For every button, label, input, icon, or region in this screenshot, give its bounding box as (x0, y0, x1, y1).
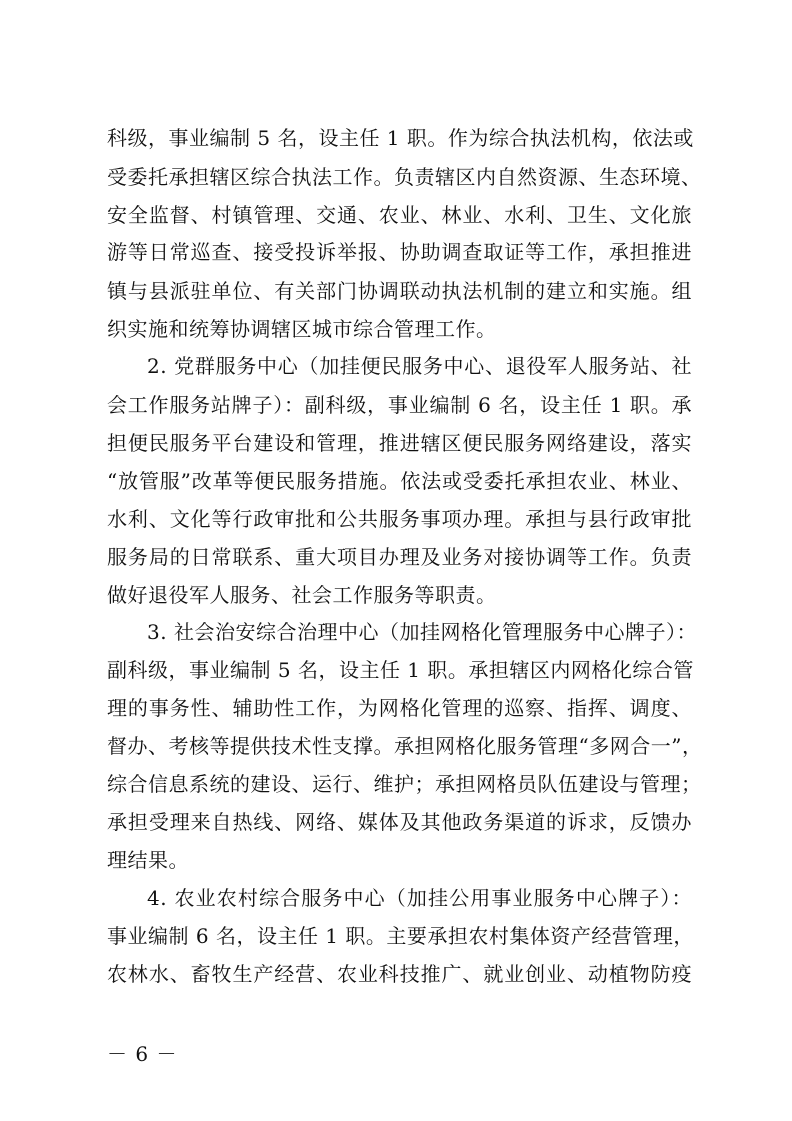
page-number: － 6 － (107, 1042, 178, 1066)
text-line: 科级，事业编制 5 名，设主任 1 职。作为综合执法机构，依法或 (107, 126, 694, 150)
text-line: 织实施和统筹协调辖区城市综合管理工作。 (107, 317, 497, 341)
text-line: 督办、考核等提供技术性支撑。承担网格化服务管理“多网合一”， (107, 734, 703, 758)
text-line: 理的事务性、辅助性工作，为网格化管理的巡察、指挥、调度、 (107, 696, 692, 720)
section-heading-line: 2. 党群服务中心（加挂便民服务中心、退役军人服务站、社 (147, 354, 692, 378)
section-heading-line: 3. 社会治安综合治理中心（加挂网格化管理服务中心牌子）： (147, 620, 697, 644)
text-line: 游等日常巡查、接受投诉举报、协助调查取证等工作，承担推进 (107, 240, 692, 264)
text-line: 综合信息系统的建设、运行、维护；承担网格员队伍建设与管理； (107, 772, 702, 796)
text-line: 安全监督、村镇管理、交通、农业、林业、水利、卫生、文化旅 (107, 203, 692, 227)
text-line: 承担受理来自热线、网络、媒体及其他政务渠道的诉求，反馈办 (107, 810, 692, 834)
text-line: 水利、文化等行政审批和公共服务事项办理。承担与县行政审批 (107, 507, 692, 531)
text-line: 服务局的日常联系、重大项目办理及业务对接协调等工作。负责 (107, 545, 692, 569)
text-line: 副科级，事业编制 5 名，设主任 1 职。承担辖区内网格化综合管 (107, 658, 694, 682)
text-line: 担便民服务平台建设和管理，推进辖区便民服务网络建设，落实 (107, 431, 692, 455)
text-line: 会工作服务站牌子）：副科级，事业编制 6 名，设主任 1 职。承 (107, 393, 692, 417)
text-line: 受委托承担辖区综合执法工作。负责辖区内自然资源、生态环境、 (107, 165, 702, 189)
text-line: “放管服”改革等便民服务措施。依法或受委托承担农业、林业、 (107, 469, 692, 493)
section-heading-line: 4. 农业农村综合服务中心（加挂公用事业服务中心牌子）： (147, 886, 692, 910)
text-line: 事业编制 6 名，设主任 1 职。主要承担农村集体资产经营管理， (107, 924, 694, 948)
text-line: 理结果。 (107, 848, 189, 872)
text-line: 镇与县派驻单位、有关部门协调联动执法机制的建立和实施。组 (107, 279, 692, 303)
text-line: 做好退役军人服务、社会工作服务等职责。 (107, 583, 497, 607)
text-line: 农林水、畜牧生产经营、农业科技推广、就业创业、动植物防疫 (107, 962, 692, 986)
